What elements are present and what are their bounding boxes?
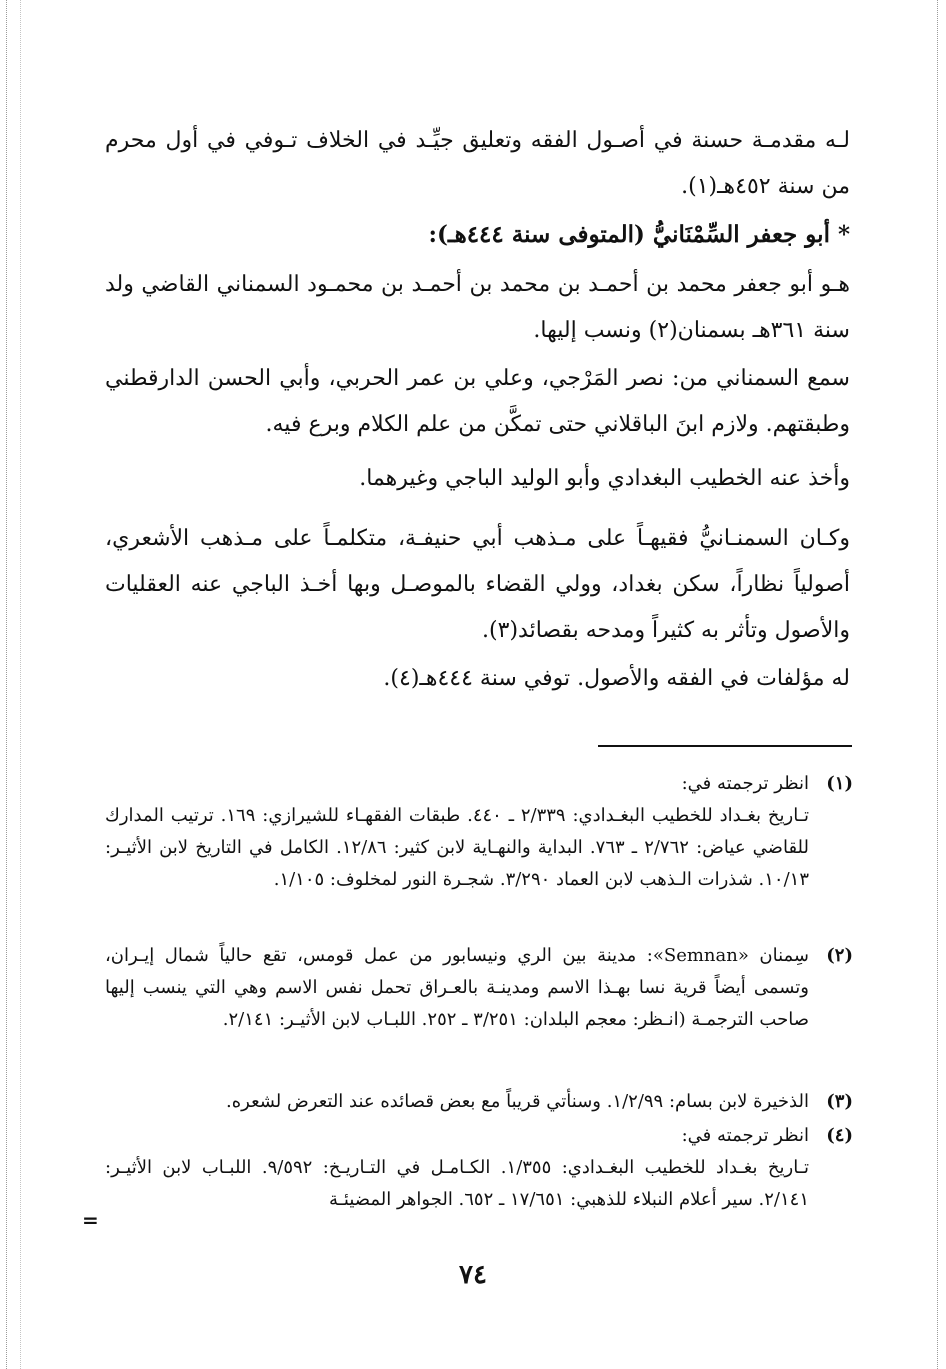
footnote-1 [105,768,853,896]
entry-paragraph-3: وأخذ عنه الخطيب البغدادي وأبو الوليد الباجي وغيرهما. [359,466,850,491]
footnote-line: سِمنان «Semnan»: مدينة بين الري ونيسابور من عمل قومس، تقع حالياً شمال إيـران، وتسمى أيضاً قرية نسا بهـذا الاسم ومدينـة بالعـراق تحمل نفس الاسم وهي التي ينسب إليها صاحب الترجمـة (انـظر: معجم البلدان: ٣/٢٥١ ـ ٢٥٢. اللبـاب لابن الأثيـر: ٢/١٤١. [105,945,810,1030]
footnote-4 [105,1120,853,1216]
footnote-body [105,1086,809,1118]
footnote-body [105,940,809,1036]
footnote-number: (٣) [826,1091,853,1112]
entry-heading-text: أبو جعفر السِّمْنَانيُّ (المتوفى سنة ٤٤٤هـ): [428,221,830,248]
footnote-number: (١) [826,773,853,794]
footnote-line: انظر ترجمته في: [681,1125,809,1146]
footnote-line: تـاريخ بغـداد للخطيب البغـدادي: ٢/٣٣٩ ـ ٤٤٠. طبقات الفقهـاء للشيرازي: ١٦٩. ترتيب المدارك للقاضي عياض: ٢/٧٦٢ ـ ٧٦٣. البداية والنهـاية لابن كثير: ١٢/٨٦. الكامل في التاريخ لابن الأثيـر: ١٠/١٣. شذرات الـذهب لابن العماد ٣/٢٩٠. شجـرة النور لمخلوف: ١/١٠٥. [105,805,810,890]
footnote-divider [598,745,852,747]
page-number: ٧٤ [459,1260,487,1290]
footnote-3 [105,1086,853,1118]
footnote-2 [105,940,853,1036]
entry-paragraph-4: وكـان السمنـانيُّ فقيهـاً على مـذهب أبي حنيفـة، متكلمـاً على مـذهب الأشعري، أصولياً نظاراً، سكن بغداد، وولي القضاء بالموصـل وبها أخـذ الباجي عنه العقليات والأصول وتأثر به كثيراً ومدحه بقصائد(٣). [105,526,850,643]
footnote-number: (٤) [826,1125,853,1146]
bullet-star-icon: * [837,221,850,248]
entry-paragraph-1: هـو أبو جعفر محمد بن أحمـد بن محمد بن أحمـد بن محمـود السمناني القاضي ولد سنة ٣٦١هـ بسمنان(٢) ونسب إليها. [105,272,850,343]
entry-heading [105,212,850,258]
intro-paragraph: لـه مقدمـة حسنة في أصـول الفقه وتعليق جيِّـد في الخلاف تـوفي في أول محرم من سنة ٤٥٢هـ(١). [105,128,850,199]
continuation-mark: = [82,1208,99,1232]
footnote-body [105,1120,809,1216]
footnote-body [105,768,809,896]
scan-edge-line-left [6,0,7,1369]
footnote-line: تـاريخ بغـداد للخطيب البغـدادي: ١/٣٥٥. الكـامـل في التـاريـخ: ٩/٥٩٢. اللبـاب لابن الأثيـر: ٢/١٤١. سير أعلام النبلاء للذهبي: ١٧/٦٥١ ـ ٦٥٢. الجواهر المضيئـة [105,1157,810,1210]
entry-paragraph-5: له مؤلفات في الفقه والأصول. توفي سنة ٤٤٤هـ(٤). [383,666,850,691]
footnote-line: الذخيرة لابن بسام: ١/٢/٩٩. وسنأتي قريباً مع بعض قصائده عند التعرض لشعره. [225,1091,809,1112]
scan-edge-line-right [937,0,938,1369]
entry-paragraph-2: سمع السمناني من: نصر المَرْجي، وعلي بن عمر الحربي، وأبي الحسن الدارقطني وطبقتهم. ولازم ابنَ الباقلاني حتى تمكَّن من علم الكلام وبرع فيه. [105,366,850,437]
scan-edge-line-left-inner [20,0,21,1369]
footnote-line: انظر ترجمته في: [681,773,809,794]
footnote-number: (٢) [826,945,853,966]
